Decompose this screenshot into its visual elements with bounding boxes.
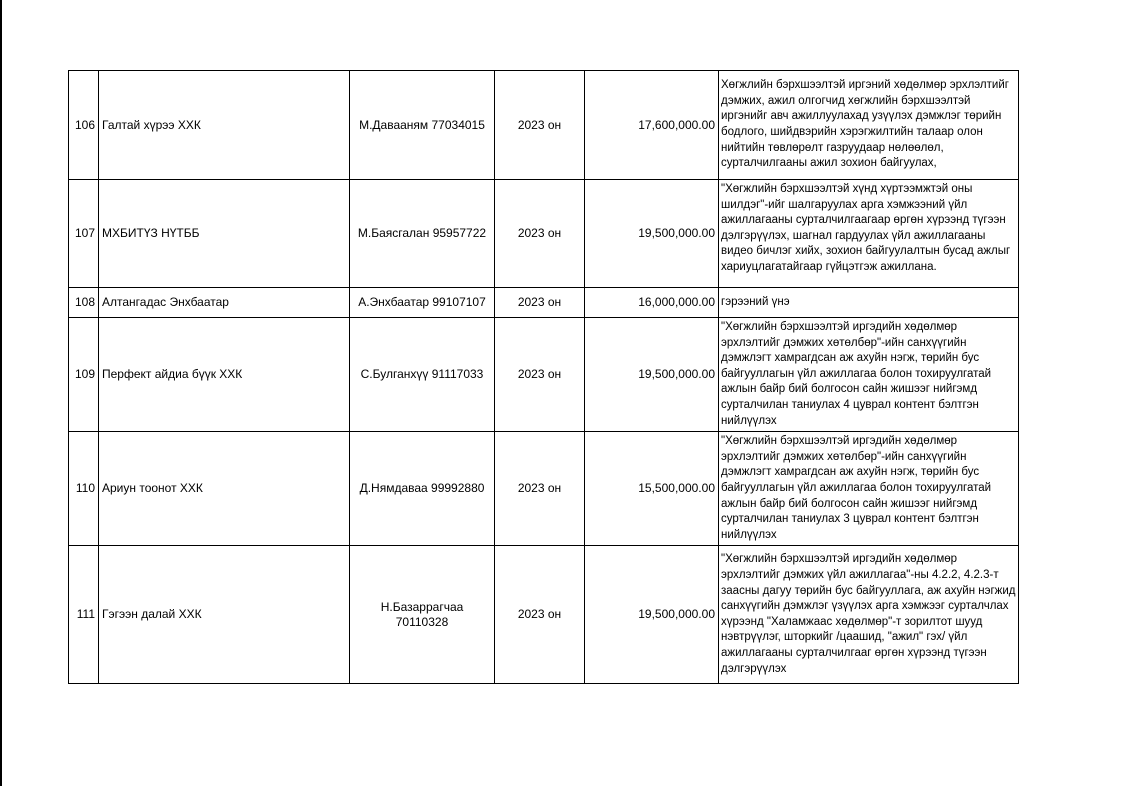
organization-name: Алтангадас Энхбаатар [99, 288, 350, 318]
amount: 15,500,000.00 [585, 432, 719, 546]
contact-person: М.Давааням 77034015 [350, 71, 495, 180]
description: гэрээний үнэ [719, 288, 1019, 318]
contact-person: А.Энхбаатар 99107107 [350, 288, 495, 318]
table-row [69, 432, 1019, 546]
table-row [69, 546, 1019, 684]
contact-person: М.Баясгалан 95957722 [350, 180, 495, 288]
row-number: 109 [69, 318, 99, 432]
amount: 19,500,000.00 [585, 318, 719, 432]
year: 2023 он [495, 432, 585, 546]
table-row [69, 318, 1019, 432]
amount: 19,500,000.00 [585, 546, 719, 684]
amount: 17,600,000.00 [585, 71, 719, 180]
row-number: 110 [69, 432, 99, 546]
amount: 16,000,000.00 [585, 288, 719, 318]
organization-name: Ариун тоонот ХХК [99, 432, 350, 546]
contact-person: Н.Базаррагчаа 70110328 [350, 546, 495, 684]
contact-person: Д.Нямдаваа 99992880 [350, 432, 495, 546]
organization-name: Галтай хүрээ ХХК [99, 71, 350, 180]
grant-table [68, 70, 1019, 684]
description: Хөгжлийн бэрхшээлтэй иргэний хөдөлмөр эрхлэлтийг дэмжих, ажил олгогчид хөгжлийн бэрхшээлтэй иргэнийг авч ажиллуулахад узүүлэх дэмжлэг төрийн бодлого, шийдвэрийн хэрэгжилтийн талаар олон нийтийн төвлөрөлт газруудаар нөлөөлөл, сурталчилгааны ажил зохион байгуулах, [719, 71, 1019, 180]
row-number: 111 [69, 546, 99, 684]
organization-name: МХБИТҮЗ НҮТББ [99, 180, 350, 288]
table-row [69, 288, 1019, 318]
table-row [69, 180, 1019, 288]
description: "Хөгжлийн бэрхшээлтэй иргэдийн хөдөлмөр эрхлэлтийг дэмжих хөтөлбөр"-ийн санхүүгийн дэмжлэгт хамрагдсан аж ахуйн нэгж, төрийн бус байгууллагын үйл ажиллагаа болон тохируулгатай ажлын байр бий болгосон сайн жишээг нийгэмд сурталчилан таниулах 4 цуврал контент бэлтгэн нийлүүлэх [719, 318, 1019, 432]
year: 2023 он [495, 71, 585, 180]
row-number: 106 [69, 71, 99, 180]
description: "Хөгжлийн бэрхшээлтэй иргэдийн хөдөлмөр эрхлэлтийг дэмжих хөтөлбөр"-ийн санхүүгийн дэмжлэгт хамрагдсан аж ахуйн нэгж, төрийн бус байгууллагын үйл ажиллагаа болон тохируулгатай ажлын байр бий болгосон сайн жишээг нийгэмд сурталчилан таниулах 3 цуврал контент бэлтгэн нийлүүлэх [719, 432, 1019, 546]
year: 2023 он [495, 288, 585, 318]
amount: 19,500,000.00 [585, 180, 719, 288]
description: "Хөгжлийн бэрхшээлтэй хүнд хүртээмжтэй оны шилдэг"-ийг шалгаруулах арга хэмжээний үйл ажиллагааны сурталчилгаагаар өргөн хүрээнд түгээн дэлгэрүүлэх, шагнал гардуулах үйл ажиллагааны видео бичлэг хийх, зохион байгуулалтын бусад ажлыг хариуцлагатайгаар гүйцэтгэж ажиллана. [719, 180, 1019, 288]
contact-person: С.Булганхүү 91117033 [350, 318, 495, 432]
organization-name: Перфект айдиа бүүк ХХК [99, 318, 350, 432]
row-number: 108 [69, 288, 99, 318]
page-left-border [0, 0, 2, 786]
description: "Хөгжлийн бэрхшээлтэй иргэдийн хөдөлмөр эрхлэлтийг дэмжих үйл ажиллагаа"-ны 4.2.2, 4.2.3-т заасны дагуу төрийн бус байгууллага, аж ахуйн нэгжид санхүүгийн дэмжлэг үзүүлэх арга хэмжээг сурталчлах хүрээнд "Халамжаас хөдөлмөр"-т зорилтот шууд нэвтрүүлэг, шторкийг /цаашид, "ажил" гэх/ үйл ажиллагааны сурталчилгааг өргөн хүрээнд түгээн дэлгэрүүлэх [719, 546, 1019, 684]
year: 2023 он [495, 318, 585, 432]
organization-name: Гэгээн далай ХХК [99, 546, 350, 684]
year: 2023 он [495, 180, 585, 288]
row-number: 107 [69, 180, 99, 288]
year: 2023 он [495, 546, 585, 684]
table-row [69, 71, 1019, 180]
